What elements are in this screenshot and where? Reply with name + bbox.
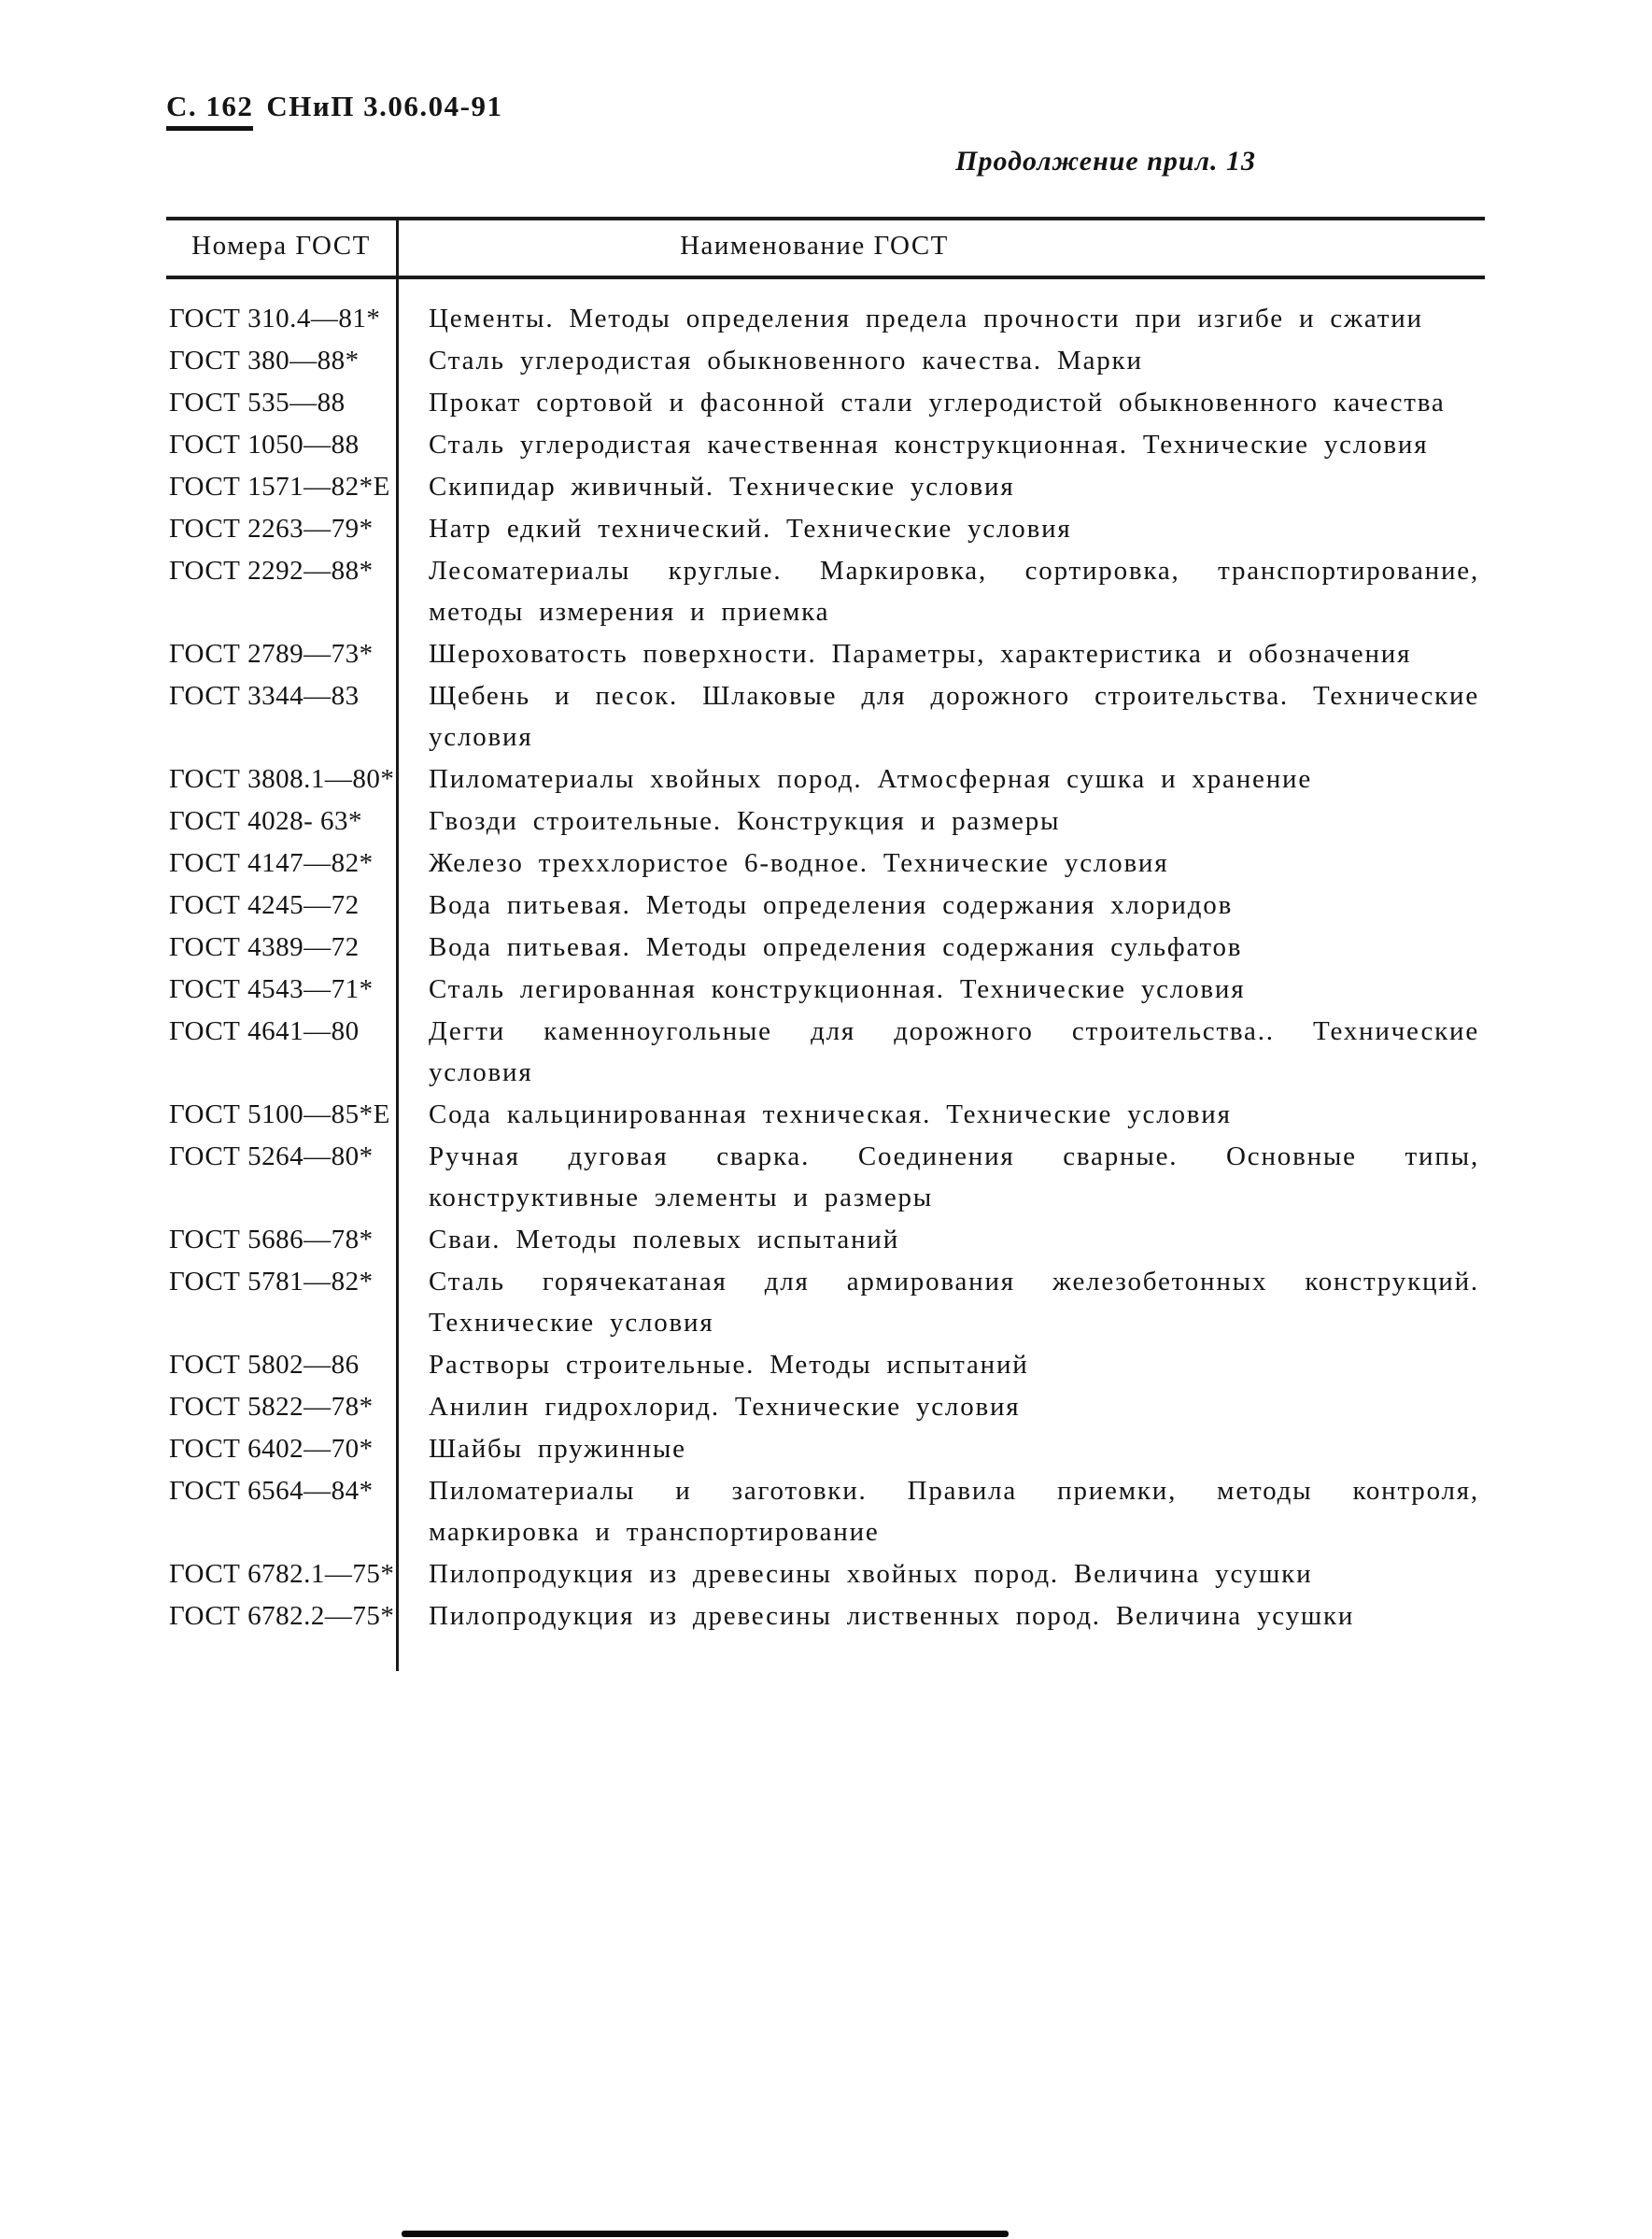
table-row [166,675,1485,758]
gost-name-cell: Дегти каменноугольные для дорожного строительства.. Технические условия [429,1016,1479,1087]
table-row [166,466,1485,507]
document-code: СНиП 3.06.04-91 [266,90,503,122]
gost-number-cell: ГОСТ 3344—83 [169,681,360,711]
table-row [166,1011,1485,1093]
gost-name-cell: Сода кальцинированная техническая. Технические условия [429,1099,1232,1129]
gost-name-cell: Цементы. Методы определения предела прочности при изгибе и сжатии [429,304,1423,333]
gost-name-cell: Сталь углеродистая обыкновенного качества. Марки [429,346,1143,376]
table-row [166,340,1485,381]
gost-number-cell: ГОСТ 5802—86 [169,1350,360,1380]
gost-number-cell: ГОСТ 2789—73* [169,639,374,669]
gost-number-cell: ГОСТ 1571—82*Е [169,472,390,502]
gost-name-cell: Вода питьевая. Методы определения содержания сульфатов [429,932,1243,962]
gost-number-cell: ГОСТ 535—88 [169,388,346,418]
table-row [166,843,1485,884]
gost-number-cell: ГОСТ 6402—70* [169,1434,374,1464]
gost-name-cell: Пилопродукция из древесины лиственных пород. Величина усушки [429,1601,1355,1631]
table-row [166,1595,1485,1637]
table-row [166,1428,1485,1469]
gost-name-cell: Ручная дуговая сварка. Соединения сварные. Основные типы, конструктивные элементы и размеры [429,1141,1479,1212]
gost-name-cell: Пиломатериалы и заготовки. Правила приемки, методы контроля, маркировка и транспортирование [429,1476,1479,1547]
table-row [166,1219,1485,1260]
gost-number-cell: ГОСТ 6564—84* [169,1476,374,1506]
table-row [166,885,1485,926]
gost-number-cell: ГОСТ 5686—78* [169,1225,374,1254]
table-row [166,508,1485,549]
gost-name-cell: Гвозди строительные. Конструкция и размеры [429,806,1061,836]
gost-number-cell: ГОСТ 6782.1—75* [169,1559,395,1589]
gost-name-cell: Сталь горячекатаная для армирования железобетонных конструкций. Технические условия [429,1267,1479,1338]
table-row [166,1344,1485,1385]
gost-name-cell: Шероховатость поверхности. Параметры, характеристика и обозначения [429,639,1412,669]
gost-name-cell: Шайбы пружинные [429,1434,686,1464]
table-row [166,1386,1485,1427]
gost-name-cell: Натр едкий технический. Технические условия [429,514,1072,544]
gost-number-cell: ГОСТ 4245—72 [169,890,360,920]
gost-name-cell: Пилопродукция из древесины хвойных пород. Величина усушки [429,1559,1313,1589]
gost-name-cell: Сталь легированная конструкционная. Технические условия [429,974,1246,1004]
gost-number-cell: ГОСТ 4641—80 [169,1016,360,1046]
table-row [166,633,1485,674]
gost-table [166,217,1485,1671]
page-number: С. 162 [166,90,253,131]
gost-name-cell: Пиломатериалы хвойных пород. Атмосферная сушка и хранение [429,764,1313,794]
gost-name-cell: Щебень и песок. Шлаковые для дорожного строительства. Технические условия [429,681,1479,752]
gost-name-cell: Прокат сортовой и фасонной стали углеродистой обыкновенного качества [429,388,1446,418]
gost-name-cell: Скипидар живичный. Технические условия [429,472,1015,502]
table-row [166,969,1485,1010]
gost-number-cell: ГОСТ 4543—71* [169,974,374,1004]
scan-artifact-bar [402,2231,1009,2237]
gost-number-cell: ГОСТ 2263—79* [169,514,374,544]
gost-number-cell: ГОСТ 4028- 63* [169,806,363,836]
table-header-row [166,220,1485,279]
table-row [166,1553,1485,1594]
gost-number-cell: ГОСТ 380—88* [169,346,360,376]
gost-number-cell: ГОСТ 3808.1—80* [169,764,395,794]
column-header-gost-names: Наименование ГОСТ [680,231,949,261]
table-row [166,298,1485,339]
gost-number-cell: ГОСТ 6782.2—75* [169,1601,395,1631]
gost-name-cell: Железо треххлористое 6-водное. Технические условия [429,848,1169,878]
gost-name-cell: Лесоматериалы круглые. Маркировка, сортировка, транспортирование, методы измерения и приемка [429,556,1479,627]
continuation-note: Продолжение прил. 13 [955,146,1256,177]
gost-name-cell: Сталь углеродистая качественная конструкционная. Технические условия [429,430,1429,460]
table-row [166,801,1485,842]
table-row [166,1261,1485,1343]
running-header [166,90,502,131]
gost-number-cell: ГОСТ 5781—82* [169,1267,374,1297]
table-row [166,382,1485,423]
table-row [166,550,1485,632]
table-row [166,1094,1485,1135]
gost-number-cell: ГОСТ 5100—85*Е [169,1099,390,1129]
gost-name-cell: Сваи. Методы полевых испытаний [429,1225,900,1254]
gost-number-cell: ГОСТ 2292—88* [169,556,374,586]
gost-name-cell: Анилин гидрохлорид. Технические условия [429,1392,1021,1422]
gost-number-cell: ГОСТ 310.4—81* [169,304,381,333]
gost-number-cell: ГОСТ 4147—82* [169,848,374,878]
table-row [166,758,1485,800]
gost-number-cell: ГОСТ 4389—72 [169,932,360,962]
gost-name-cell: Растворы строительные. Методы испытаний [429,1350,1029,1380]
table-row [166,424,1485,465]
column-header-gost-numbers: Номера ГОСТ [191,231,371,261]
gost-number-cell: ГОСТ 5822—78* [169,1392,374,1422]
gost-number-cell: ГОСТ 1050—88 [169,430,360,460]
table-body [166,279,1485,1637]
table-row [166,1470,1485,1552]
table-row [166,1136,1485,1218]
table-row [166,927,1485,968]
gost-number-cell: ГОСТ 5264—80* [169,1141,374,1171]
gost-name-cell: Вода питьевая. Методы определения содержания хлоридов [429,890,1234,920]
